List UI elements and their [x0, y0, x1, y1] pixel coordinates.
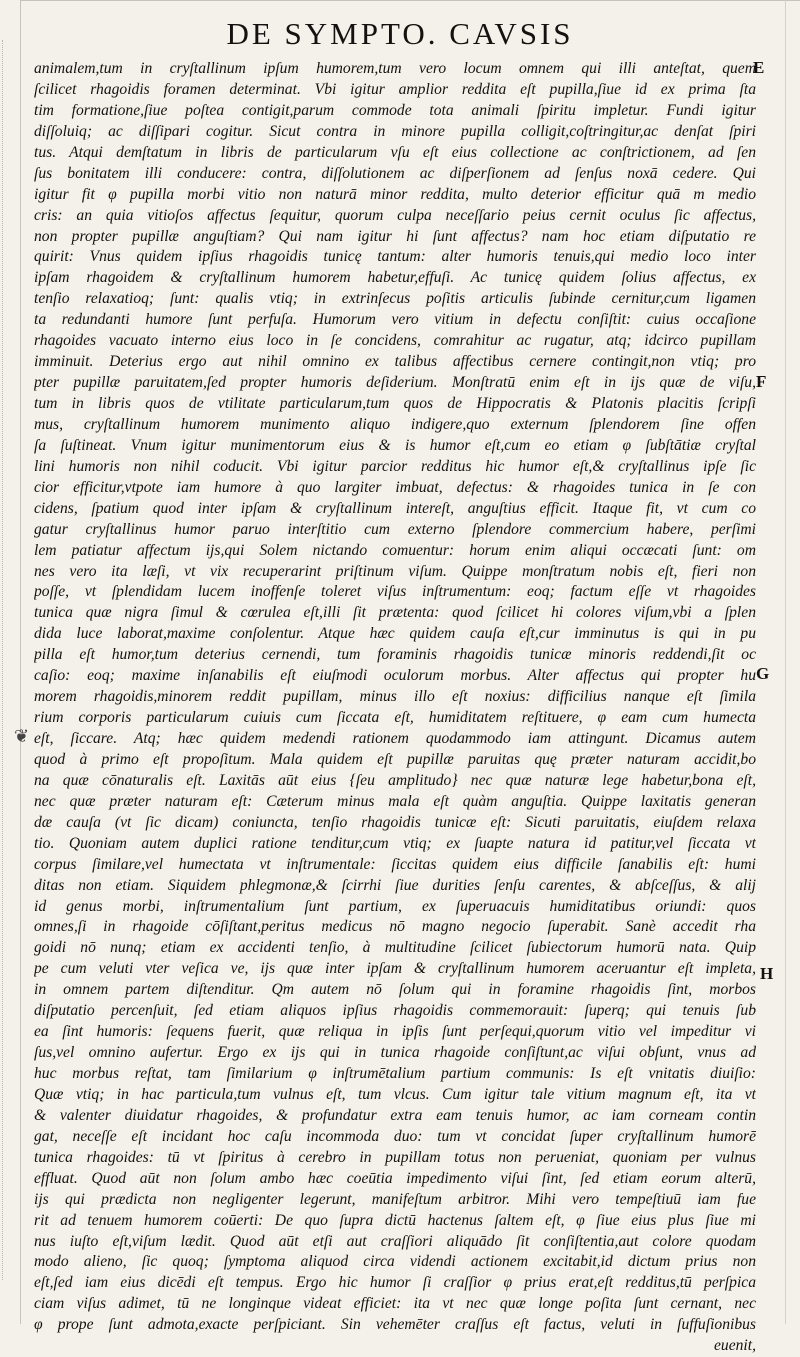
page-frame-right — [785, 0, 786, 1324]
running-head: DE SYMPTO. CAVSIS — [226, 16, 574, 51]
marginal-ornament-icon: ❦ — [14, 726, 30, 746]
text-line: euenit, — [714, 1337, 756, 1355]
text-line: cidens, ſpatium quod inter ipſam & cryſtallinum intereſt, anguſtius efficit. Itaque fit, vt cum co — [34, 499, 756, 517]
text-line: quod à primo eſt propoſitum. Mala quidem eſt pupillæ paruitas quę præter naturam accidit,bo — [34, 750, 756, 768]
text-line: poſſe, vt ſplendidam lucem inoffenſe toleret viſus inſtrumentum: eoq; factum eſſe vt rhagoides — [34, 583, 756, 601]
text-line: ipſam rhagoidem & cryſtallinum humorem habetur,effuſi. Ac tunicę quidem ſolius affectus, ex — [34, 269, 756, 287]
text-line: pilla eſt humor,tum deterius cernendi, tum foraminis rhagoidis tunicæ minoris reddendi,ſit oc — [34, 646, 756, 664]
text-line: gatur cryſtallinus humor paruo interſtitio cum externo ſplendore commercium habere, perſimi — [34, 520, 756, 538]
text-line: in omnem partem diſtenditur. Qm autem nō ſolum qui in foramine rhagoidis ſint, morbos — [34, 981, 756, 999]
text-line: mus, cryſtallinum humorem munimento aliquo indigere,quo externum ſplendorem ſine offen — [34, 415, 756, 433]
text-line: rhagoides vacuato interno eius loco in ſe concidens, coтrahitur ac rugatur, atq; idcirco pupillam — [34, 332, 756, 350]
text-line: tum in libris quos de vtilitate particularum,tum quos de Hippocratis & Platonis placitis ſcripſi — [34, 395, 756, 412]
text-line: ijs qui prædicta non negligenter legerunt, manifeſtum arbitror. Mihi vero tempeſtiuū iam fue — [34, 1190, 756, 1208]
text-line: goidi nō nunq; etiam ex accidenti tenſio, à multitudine ſcilicet ſubiectorum humorū nata. Quip — [34, 939, 756, 957]
text-line: animalem,tum in cryſtallinum ipſum humorem,tum vero locum omnem qui illi anteſtat, quem — [34, 60, 756, 77]
text-line: dida luce laborat,maxime conſolentur. Atque hæc quidem cauſa eſt,cur imminutus is qui in pu — [34, 625, 756, 643]
text-line: effluat. Quod aūt non ſolum ambo hæc coeūtia impedimento viſui ſint, ſed etiam eorum alterū, — [34, 1169, 756, 1187]
text-line: tim formatione,ſiue poſtea contigit,parum commode tota animali ſpiritu impletur. Fundi igitur — [34, 101, 756, 119]
text-line: pter pupillæ paruitatem,ſed propter humoris deſiderium. Monſtratū enim eſt in ijs quæ de viſu, — [34, 374, 756, 392]
page-edge-shadow — [2, 40, 9, 1280]
text-line: quirit: Vnus quidem ipſius rhagoidis tunicę tantum: alter humoris tenuis,qui medio loco inter — [34, 248, 756, 266]
text-line: tunica quæ nigra ſimul & cœrulea eſt,illi ſit prætenta: quod ſcilicet hi colores viſum,vbi a ſplen — [34, 604, 756, 622]
text-line: tunica rhagoides: tū vt ſpiritus à cerebro in pupillam totus non perueniat, quoniam per vulnus — [34, 1148, 756, 1166]
page-frame-left — [20, 0, 21, 1324]
text-line: caſio: eoq; maxime inſanabilis eſt eiuſmodi oculorum morbus. Alter affectus qui propter hu — [34, 667, 756, 685]
text-line: ſus bonitatem illi conducere: contra, diſſolutionem ac diſperſionem ad ſenſus noxā cedere. Qui — [34, 164, 756, 182]
text-line: ſcilicet rhagoidis foramen determinat. Vbi igitur amplior reddita eſt pupilla,ſiue id ex prima ſta — [34, 80, 756, 98]
text-line: ſa ſuſtineat. Vnum igitur munimentorum eius & is humor eſt,cum eo etiam φ ſubſtātiæ cryſtal — [34, 436, 756, 454]
text-line: ta redundanti humore ſunt perfuſa. Humorum vero vitium in defectu conſiſtit: cuius occaſione — [34, 311, 756, 329]
text-line: Quæ vtiq; in hac particula,tum vulnus eſt, tum vlcus. Cum igitur tale vitium magnum eſt, ita vt — [34, 1085, 756, 1103]
text-line: omnes,ſi in rhagoide cōſiſtant,peritus medicus nō magno negocio ſuperabit. Sanè accedit rha — [34, 918, 756, 936]
text-line: id genus morbi, inſtrumentalium ſunt partium, ex ſuperuacuis humiditatibus oriundi: quos — [34, 897, 756, 915]
text-line: diſſoluiq; ac diſſipari cogitur. Sicut contra in minore pupilla colligit,coſtringitur,ac denſat ſpiri — [34, 122, 756, 140]
text-line: φ prope ſunt admota,exacte perſpiciant. Sin vehemēter craſſus eſt factus, veluti in ſuffuſionibus — [34, 1316, 756, 1334]
text-line: cior efficitur,vtpote iam humore à quo largiter imbuat, defectus: & rhagoides tunica in ſe con — [34, 478, 756, 496]
text-line: pe cum veluti vter veſica ve, ijs quæ inter ipſam & cryſtallinum humorem aceruantur eſt impleta, — [34, 960, 756, 978]
text-line: corpus ſimilare,vel humectata vt inſtrumentale: ſiccitas quidem eius difficile ſanabilis eſt: humi — [34, 855, 756, 873]
margin-letter-g: G — [756, 664, 770, 683]
text-line: nec quæ præter naturam eſt: Cæterum minus mala eſt quàm anguſtia. Quippe laxitatis generan — [34, 792, 756, 810]
text-line: ciam viſus adimet, tū ne longinque videat efficiet: ita vt nec quæ longe poſita ſunt cernant, nec — [34, 1295, 756, 1313]
text-line: lem patiatur affectum ijs,qui Solem nictando coтuentur: horum enim aliqui occæcati ſunt: om — [34, 541, 756, 559]
text-line: huc morbus reſtat, tam ſimilarium φ inſtrumētalium partium communis: Is eſt vnitatis diuiſio: — [34, 1065, 756, 1082]
body-text — [34, 59, 756, 1357]
text-line: ea ſint humoris: ſequens fuerit, quæ reliqua in ipſis ſunt perſequi,quorum vitio vel impeditur vi — [34, 1023, 756, 1041]
text-line: na quæ cōnaturalis eſt. Laxitās aūt eius {ſeu amplitudo} nec quæ naturæ lege habetur,bona eſt, — [34, 771, 756, 789]
margin-letter-f: F — [756, 372, 767, 391]
text-line: lini humoris non nihil coducit. Vbi igitur parcior redditus hic humor eſt,& cryſtallinus ipſe ſic — [34, 457, 756, 475]
text-line: tio. Quoniam autem duplici ratione tenditur,cum vtiq; ex ſuapte natura id patitur,vel ſiccata vt — [34, 834, 756, 852]
text-line: gat, neceſſe eſt incidant hoc caſu incommoda duo: tum vt concidat ſuper cryſtallinum humorē — [34, 1127, 756, 1145]
text-line: ſus,vel omnino aufertur. Ergo ex ijs qui in tunica rhagoide conſiſtunt,ac viſui obſunt, vnus ad — [34, 1044, 756, 1062]
text-line: imminuit. Deterius ergo aut nihil omnino ex talibus affectibus cernere contingit,non vtiq; pro — [34, 353, 756, 371]
text-line: eſt,ſed iam eius dicēdi eſt tempus. Ergo hic humor ſi craſſior φ prius erat,eſt redditus,tū perſpica — [34, 1274, 756, 1292]
text-line: modo alieno, ſic quoq; ſymptoma aliquod circa videndi actionem excitabit,id dictum prius non — [34, 1253, 756, 1271]
text-line: nus iuſto eſt,viſum lædit. Quod aūt etſi aut craſſiori aliquādo ſit conſiſtentia,aut colore quodam — [34, 1232, 756, 1250]
page-frame-top — [20, 0, 800, 1]
text-line: rium corporis particularum cuiuis cum ſiccata eſt, humiditatem reſtituere, φ eam cum humecta — [34, 709, 756, 727]
text-line: morem rhagoidis,minorem reddit pupillam, minus illo eſt noxius: difficilius nanque eſt ſimila — [34, 688, 756, 706]
text-line: ditas non etiam. Siquidem phlegmonæ,& ſcirrhi ſiue durities ſenſu carentes, & abſceſſus, & alij — [34, 876, 756, 894]
text-line: tus. Atqui demſtatum in libris de particularum vſu eſt eius collectione ac conſtrictionem, ad ſen — [34, 143, 756, 161]
text-line: dæ cauſa (vt ſic dicam) coniuncta, tenſio rhagoidis tunicæ eſt: Sicuti paruitatis, eiuſdem relaxa — [34, 813, 756, 831]
text-line: non propter pupillæ anguſtiam? Qui nam igitur hi ſunt affectus? nam hoc etiam diſputatio re — [34, 227, 756, 245]
text-line: eſt, ſiccare. Atq; hæc quidem medendi rationem quodammodo iam attingunt. Dicamus autem — [34, 730, 756, 747]
text-line: rit ad tenuem humorem coūerti: De quo ſupra dictū hactenus ſaltem eſt, φ ſiue eius plus ſiue mi — [34, 1211, 756, 1229]
margin-letter-e: E — [753, 58, 765, 77]
margin-letter-h: H — [760, 964, 774, 983]
text-line: igitur fit φ pupilla morbi vitio non naturā minor reddita, multo deterior efficitur quā m medio — [34, 185, 756, 203]
text-line: diſputatio percenſuit, ſed etiam aliquos ipſius rhagoidis commemorauit: ſuperq; qui tenuis ſub — [34, 1002, 756, 1020]
text-line: & valenter diuidatur rhagoides, & profundatur extra eam tenuis humor, ac iam corneam contin — [34, 1106, 756, 1124]
text-line: tenſio relaxatioq; ſunt: qualis vtiq; in extrinſecus poſitis articulis ſubinde cernitur,cum ligamen — [34, 290, 756, 308]
text-line: nes vero ita læſi, vt vix recuperarint priſtinum viſum. Quippe monſtratum nobis eſt, fieri non — [34, 562, 756, 580]
text-line: cris: an quia vitioſos affectus ſequitur, quorum culpa neceſſario peius cernit oculus ſic affectus, — [34, 206, 756, 224]
